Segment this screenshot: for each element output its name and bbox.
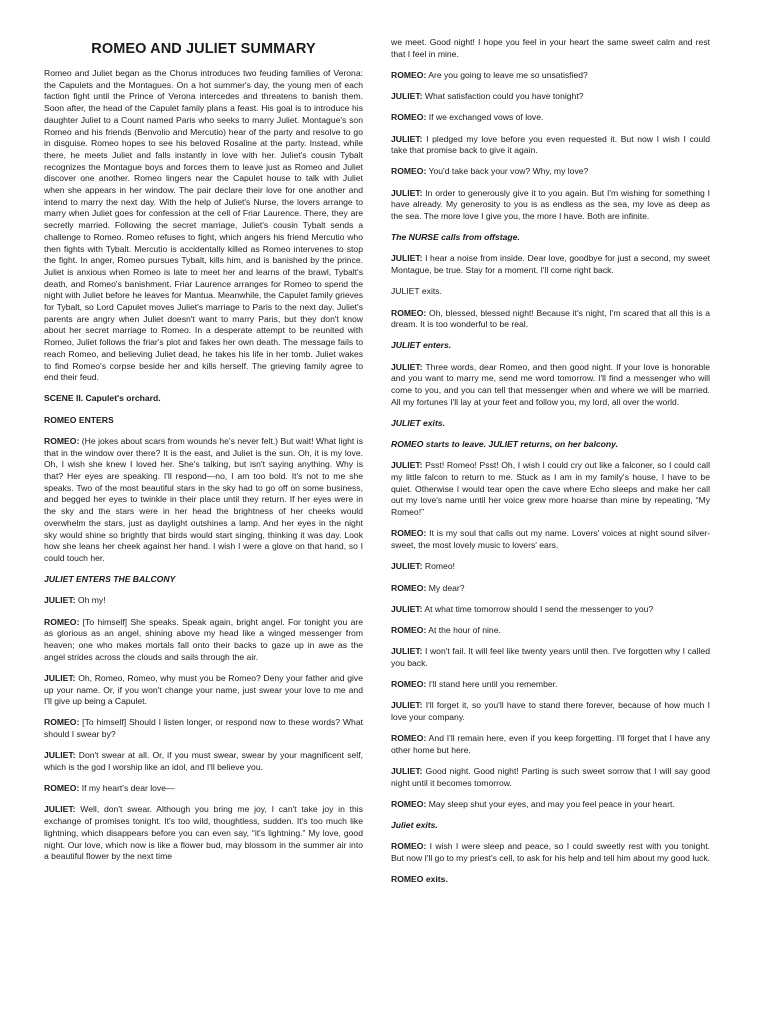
text-paragraph: we meet. Good night! I hope you feel in your heart the same sweet calm and rest that I feel in mine. <box>391 37 710 59</box>
speaker-label: ROMEO: <box>391 582 427 593</box>
speaker-label: ROMEO: <box>391 528 427 539</box>
dialogue-text: [To himself] Should I listen longer, or respond now to these words? What should I swear by? <box>44 717 363 740</box>
dialogue-text: I won't fail. It will feel like twenty years until then. I've forgotten why I called you back. <box>391 646 710 668</box>
dialogue-line <box>391 679 710 691</box>
dialogue-line <box>391 70 710 82</box>
dialogue-text: You'd take back your vow? Why, my love? <box>426 166 589 177</box>
dialogue-text: It is my soul that calls out my name. Lovers' voices at night sound silver-sweet, the most lovely music to lovers' ears. <box>391 528 710 551</box>
dialogue-text: (He jokes about scars from wounds he's never felt.) But wait! What light is that in the window over there? It is the east, and Juliet is the sun. Oh, it is my love. Oh, I wish she knew I loved her. She's talking, but isn't saying anything. Why is that? Her eyes are speaking. I'll respond—no, I am too bold. It's not to me she speaks. Two of the most beautiful stars in the sky had to go off on some business, and begged her eyes to twinkle in their place until they return. If her eyes were in the sky and the stars were in her head the brightness of her cheeks would overwhelm the stars, just as daylight outshines a lamp. And her eyes in the night sky would shine so brightly that birds would start singing, thinking it was day. Look how she leans her cheek against her hand. I wish I were a glove on that hand, so I could touch her. <box>44 435 363 563</box>
dialogue-line <box>391 700 710 723</box>
dialogue-text: Romeo! <box>422 561 455 572</box>
dialogue-text: At what time tomorrow should I send the messenger to you? <box>422 603 654 614</box>
dialogue-text: Don't swear at all. Or, if you must swear, swear by your magnificent self, which is the god I worship like an idol, and I'll believe you. <box>44 750 363 773</box>
stage-direction: ROMEO starts to leave. JULIET returns, on her balcony. <box>391 439 618 450</box>
dialogue-text: Psst! Romeo! Psst! Oh, I wish I could cry out like a falconer, so I could call my little falcon to return to me. Stuck as I am in my family's house, I have to be quiet. Otherwise I would tear open the cave where Echo sleeps and make her call out my love's name until her voice grew more hoarse than mine by repeating, “My Romeo!” <box>391 460 710 518</box>
dialogue-text: Oh, Romeo, Romeo, why must you be Romeo? Deny your father and give up your name. Or, if you won't change your name, just swear your love to me and I'll give up being a Capulet. <box>44 672 363 707</box>
dialogue-text: In order to generously give it to you again. But I'm wishing for something I have already. My generosity to you is as endless as the sea, my love as deep as the sea. The more love I give you, the more I have. Both are infinite. <box>391 187 710 222</box>
stage-direction: JULIET ENTERS THE BALCONY <box>44 574 176 585</box>
speaker-label: JULIET: <box>391 91 423 102</box>
speaker-label: JULIET: <box>391 133 423 144</box>
dialogue-text: What satisfaction could you have tonight? <box>422 91 584 102</box>
dialogue-line <box>391 625 710 637</box>
scene-heading: ROMEO ENTERS <box>44 414 114 425</box>
dialogue-line <box>391 841 710 864</box>
speaker-label: ROMEO: <box>391 166 427 177</box>
dialogue-line <box>44 436 363 565</box>
dialogue-line <box>44 783 363 795</box>
speaker-label: JULIET: <box>391 603 423 614</box>
dialogue-line <box>391 188 710 223</box>
dialogue-text: Three words, dear Romeo, and then good night. If your love is honorable and you want to marry me, send me word tomorrow. I'll find a messenger who will come to you, and you can tell that messenger when and where we will be married. All my fortunes I'll lay at your feet and follow you, my lord, all over the world. <box>391 361 710 407</box>
speaker-label: JULIET: <box>44 750 76 761</box>
dialogue-line <box>44 673 363 708</box>
dialogue-line <box>391 561 710 573</box>
speaker-label: JULIET: <box>44 595 76 606</box>
dialogue-line <box>44 717 363 740</box>
right-column <box>391 37 710 1024</box>
dialogue-line <box>391 646 710 669</box>
dialogue-text: May sleep shut your eyes, and may you feel peace in your heart. <box>426 798 675 809</box>
speaker-label: ROMEO: <box>391 733 427 744</box>
speaker-label: JULIET: <box>391 253 423 264</box>
speaker-label: ROMEO: <box>44 783 80 794</box>
speaker-label: JULIET: <box>391 187 423 198</box>
dialogue-line <box>391 766 710 789</box>
dialogue-line <box>391 308 710 331</box>
dialogue-text: Good night. Good night! Parting is such sweet sorrow that I will say good night until it becomes tomorrow. <box>391 766 710 788</box>
dialogue-text: At the hour of nine. <box>426 624 501 635</box>
speaker-label: JULIET: <box>391 561 423 572</box>
dialogue-line <box>44 617 363 664</box>
stage-direction: JULIET enters. <box>391 340 452 351</box>
dialogue-line <box>391 799 710 811</box>
summary-paragraph: Romeo and Juliet began as the Chorus introduces two feuding families of Verona: the Capulets and the Montagues. On a hot summer's day, the young men of each faction fight until the Prince of Verona intercedes and threatens to banish them. Soon after, the head of the Capulet family plans a feast. His goal is to introduce his daughter Juliet to a Count named Paris who seeks to marry Juliet. Montague's son Romeo and his friends (Benvolio and Mercutio) hear of the party and resolve to go in disguise. Romeo hopes to see his beloved Rosaline at the party. Instead, while there, he meets Juliet and falls instantly in love with her. Juliet's cousin Tybalt recognizes the Montague boys and forces them to leave just as Romeo and Juliet discover one another. Romeo lingers near the Capulet house to talk with Juliet when she appears in her window. The pair declare their love for one another and intend to marry the next day. With the help of Juliet's Nurse, the lovers arrange to marry when Juliet goes for confession at the cell of Friar Laurence. There, they are secretly married. Following the secret marriage, Juliet's cousin Tybalt sends a challenge to Romeo. Romeo refuses to fight, which angers his friend Mercutio who then fights with Tybalt. Mercutio is accidentally killed as Romeo intervenes to stop the fight. In anger, Romeo pursues Tybalt, kills him, and is banished by the prince. Juliet is anxious when Romeo is late to meet her and learns of the brawl, Tybalt's death, and Romeo's banishment. Friar Laurence arranges for Romeo to spend the night with Juliet before he leaves for Mantua. Meanwhile, the Capulet family grieves for Tybalt, so Lord Capulet moves Juliet's marriage to Paris to the next day. Juliet's parents are angry when Juliet doesn't want to marry Paris, but they don't know about her secret marriage to Romeo. In a desperate attempt to be reunited with Romeo, Juliet follows the friar's plot and fakes her own death. The message fails to reach Romeo, and believing Juliet dead, he takes his life in her tomb. Juliet wakes to find Romeo's corpse beside her and kills herself. The grieving family agree to end their feud. <box>44 68 363 383</box>
speaker-label: ROMEO: <box>391 841 427 852</box>
speaker-label: ROMEO: <box>391 112 427 123</box>
speaker-label: ROMEO: <box>44 435 80 446</box>
dialogue-line <box>391 604 710 616</box>
left-column <box>44 40 363 1024</box>
speaker-label: JULIET: <box>391 361 423 372</box>
speaker-label: ROMEO: <box>44 616 80 627</box>
stage-direction: The NURSE calls from offstage. <box>391 232 520 243</box>
dialogue-line <box>391 583 710 595</box>
dialogue-line <box>391 134 710 157</box>
dialogue-line <box>44 595 363 607</box>
speaker-label: ROMEO: <box>44 717 80 728</box>
scene-heading: ROMEO exits. <box>391 874 448 885</box>
dialogue-text: My dear? <box>426 582 465 593</box>
dialogue-text: Are you going to leave me so unsatisfied? <box>426 69 588 80</box>
dialogue-line <box>391 112 710 124</box>
dialogue-text: I'll forget it, so you'll have to stand there forever, because of how much I love your company. <box>391 700 710 722</box>
speaker-label: JULIET: <box>44 672 76 683</box>
speaker-label: ROMEO: <box>391 624 427 635</box>
speaker-label: ROMEO: <box>391 69 427 80</box>
stage-direction: JULIET exits. <box>391 417 445 428</box>
dialogue-line <box>391 362 710 409</box>
dialogue-text: I'll stand here until you remember. <box>426 679 558 690</box>
dialogue-line <box>391 460 710 519</box>
speaker-label: ROMEO: <box>391 798 427 809</box>
speaker-label: JULIET: <box>391 460 423 471</box>
dialogue-text: Oh my! <box>75 595 106 606</box>
speaker-label: ROMEO: <box>391 307 427 318</box>
dialogue-line <box>391 91 710 103</box>
dialogue-line <box>44 804 363 863</box>
stage-direction: Juliet exits. <box>391 820 438 831</box>
dialogue-line <box>391 528 710 551</box>
dialogue-text: If we exchanged vows of love. <box>426 112 544 123</box>
dialogue-text: Well, don't swear. Although you bring me joy, I can't take joy in this exchange of promises tonight. It's too wild, thoughtless, sudden. It's too much like lightning, which disappears before you can even say, “it's lightning.” My love, good night. Our love, which now is like a flower bud, may blossom in the summer air into a beautiful flower by the next time <box>44 804 363 862</box>
text-paragraph: JULIET exits. <box>391 286 442 297</box>
speaker-label: JULIET: <box>391 766 423 777</box>
dialogue-text: I hear a noise from inside. Dear love, goodbye for just a second, my sweet Montague, be true. Stay for a moment. I'll come right back. <box>391 253 710 276</box>
dialogue-text: I wish I were sleep and peace, so I could sweetly rest with you tonight. But now I'll go to my priest's cell, to ask for his help and tell him about my good luck. <box>391 841 711 864</box>
speaker-label: JULIET: <box>391 646 423 657</box>
dialogue-line <box>391 166 710 178</box>
dialogue-line <box>391 733 710 756</box>
speaker-label: JULIET: <box>391 700 423 711</box>
speaker-label: JULIET: <box>44 804 76 815</box>
dialogue-line <box>391 253 710 276</box>
document-title: ROMEO AND JULIET SUMMARY <box>91 41 316 57</box>
dialogue-text: [To himself] She speaks. Speak again, bright angel. For tonight you are as glorious as an angel, shining above my head like a winged messenger from heaven; one who makes mortals fall onto their backs to gaze up in awe as the angel strides across the clouds and sails through the air. <box>44 616 363 662</box>
dialogue-text: And I'll remain here, even if you keep forgetting. I'll forget that I have any other home but here. <box>391 733 710 755</box>
speaker-label: ROMEO: <box>391 679 427 690</box>
dialogue-line <box>44 750 363 773</box>
dialogue-text: Oh, blessed, blessed night! Because it's night, I'm scared that all this is a dream. It is too wonderful to be real. <box>391 307 710 330</box>
scene-heading: SCENE II. Capulet's orchard. <box>44 393 161 404</box>
dialogue-text: I pledged my love before you even requested it. But now I wish I could take that promise back to give it again. <box>391 133 710 156</box>
dialogue-text: If my heart's dear love— <box>79 783 175 794</box>
